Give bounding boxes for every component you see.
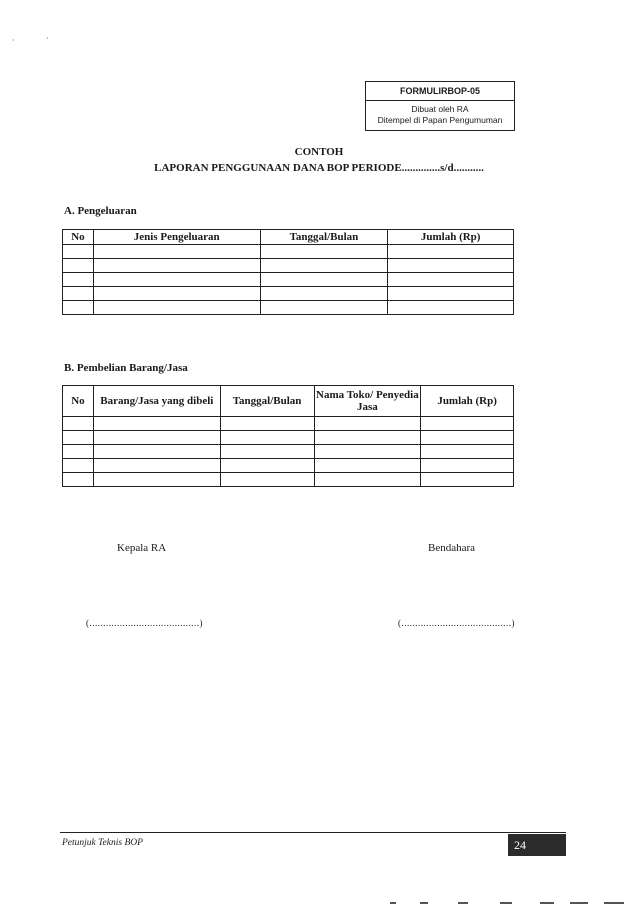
table-row — [63, 445, 514, 459]
table-cell[interactable] — [388, 259, 514, 273]
column-header: No — [63, 386, 94, 417]
table-cell[interactable] — [93, 431, 220, 445]
table-cell[interactable] — [388, 245, 514, 259]
table-row — [63, 301, 514, 315]
table-cell[interactable] — [93, 245, 260, 259]
table-cell[interactable] — [314, 473, 421, 487]
table-row — [63, 473, 514, 487]
column-header: Tanggal/Bulan — [260, 230, 388, 245]
section-b-heading: B. Pembelian Barang/Jasa — [64, 362, 188, 374]
table-cell[interactable] — [421, 445, 514, 459]
table-cell[interactable] — [388, 273, 514, 287]
table-cell[interactable] — [314, 459, 421, 473]
table-cell[interactable] — [93, 445, 220, 459]
column-header: Jenis Pengeluaran — [93, 230, 260, 245]
column-header: Tanggal/Bulan — [220, 386, 314, 417]
expense-table — [62, 229, 514, 315]
scan-speck: · — [12, 36, 15, 45]
table-cell[interactable] — [421, 459, 514, 473]
table-cell[interactable] — [63, 259, 94, 273]
table-cell[interactable] — [421, 417, 514, 431]
table-cell[interactable] — [220, 459, 314, 473]
title-contoh: CONTOH — [294, 146, 344, 158]
table-cell[interactable] — [260, 245, 388, 259]
scan-edge-mark — [570, 902, 588, 904]
table-cell[interactable] — [260, 287, 388, 301]
signature-line-kepala-ra: (........................................) — [86, 618, 203, 628]
table-cell[interactable] — [93, 417, 220, 431]
table-cell[interactable] — [314, 431, 421, 445]
purchase-table-header — [63, 386, 514, 417]
signature-line-bendahara: (........................................) — [398, 618, 515, 628]
table-row — [63, 259, 514, 273]
table-cell[interactable] — [260, 259, 388, 273]
table-cell[interactable] — [220, 431, 314, 445]
report-title: LAPORAN PENGGUNAAN DANA BOP PERIODE..............s/d........... — [154, 162, 484, 174]
table-cell[interactable] — [93, 259, 260, 273]
table-cell[interactable] — [63, 431, 94, 445]
footer-rule — [60, 832, 566, 833]
purchase-table — [62, 385, 514, 487]
table-cell[interactable] — [63, 245, 94, 259]
table-cell[interactable] — [63, 417, 94, 431]
table-row — [63, 273, 514, 287]
scan-edge-mark — [458, 902, 468, 904]
table-cell[interactable] — [220, 445, 314, 459]
table-cell[interactable] — [314, 417, 421, 431]
column-header: No — [63, 230, 94, 245]
table-cell[interactable] — [260, 273, 388, 287]
page-number-box — [508, 834, 566, 856]
scan-edge-mark — [604, 902, 624, 904]
table-cell[interactable] — [421, 431, 514, 445]
table-cell[interactable] — [63, 445, 94, 459]
signature-label-bendahara: Bendahara — [428, 542, 476, 554]
table-row — [63, 459, 514, 473]
column-header: Jumlah (Rp) — [421, 386, 514, 417]
form-note-line2: Ditempel di Papan Pengumuman — [377, 115, 503, 125]
table-cell[interactable] — [93, 459, 220, 473]
table-cell[interactable] — [93, 273, 260, 287]
table-cell[interactable] — [93, 473, 220, 487]
footer-doc-name: Petunjuk Teknis BOP — [62, 838, 143, 848]
table-cell[interactable] — [93, 287, 260, 301]
table-row — [63, 287, 514, 301]
column-header: Nama Toko/ Penyedia Jasa — [314, 386, 421, 417]
section-a-heading: A. Pengeluaran — [64, 205, 137, 217]
table-cell[interactable] — [63, 273, 94, 287]
table-cell[interactable] — [220, 473, 314, 487]
table-cell[interactable] — [388, 301, 514, 315]
table-cell[interactable] — [220, 417, 314, 431]
table-row — [63, 417, 514, 431]
table-cell[interactable] — [63, 287, 94, 301]
scan-edge-mark — [540, 902, 554, 904]
expense-table-header — [63, 230, 514, 245]
column-header: Barang/Jasa yang dibeli — [93, 386, 220, 417]
table-row — [63, 245, 514, 259]
table-cell[interactable] — [421, 473, 514, 487]
column-header: Jumlah (Rp) — [388, 230, 514, 245]
scan-edge-mark — [500, 902, 512, 904]
form-code-box — [365, 81, 515, 131]
form-code: FORMULIRBOP-05 — [366, 82, 514, 101]
table-row — [63, 431, 514, 445]
table-cell[interactable] — [63, 459, 94, 473]
scan-speck: · — [46, 34, 49, 43]
table-cell[interactable] — [63, 473, 94, 487]
table-cell[interactable] — [260, 301, 388, 315]
page-number: 24 — [514, 838, 526, 852]
table-cell[interactable] — [388, 287, 514, 301]
scan-edge-mark — [390, 902, 396, 904]
scan-edge-mark — [420, 902, 428, 904]
form-note-line1: Dibuat oleh RA — [411, 104, 469, 114]
form-note — [366, 101, 514, 130]
table-cell[interactable] — [63, 301, 94, 315]
table-cell[interactable] — [314, 445, 421, 459]
table-cell[interactable] — [93, 301, 260, 315]
signature-label-kepala-ra: Kepala RA — [117, 542, 167, 554]
